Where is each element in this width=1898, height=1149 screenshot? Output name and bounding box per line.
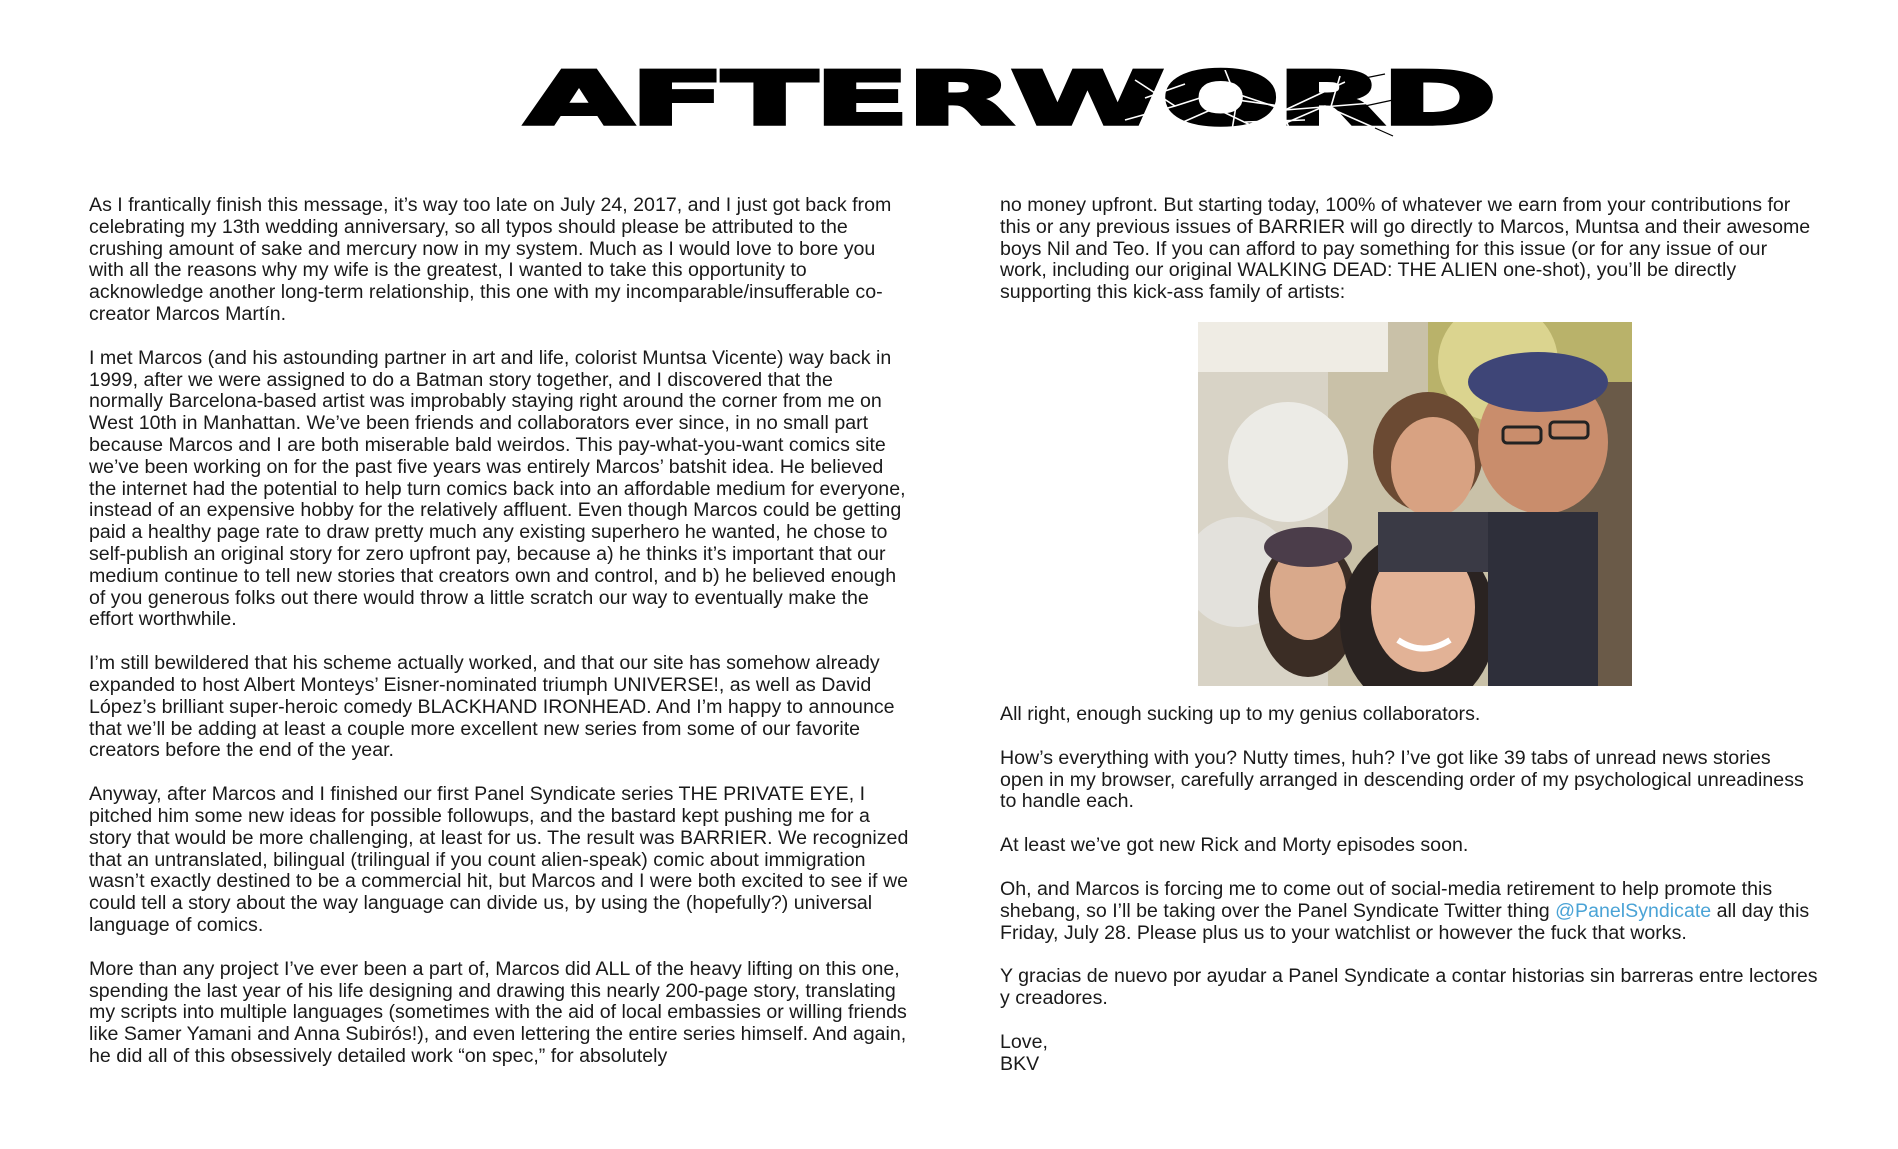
paragraph bbox=[1000, 879, 1818, 944]
paragraph: All right, enough sucking up to my genius collaborators. bbox=[1000, 702, 1481, 725]
paragraph: As I frantically finish this message, it’s way too late on July 24, 2017, and I just got back from celebrating my 13th wedding anniversary, so all typos should please be attributed to the crushing amount of sake and mercury now in my system. Much as I would love to bore you with all the reasons why my wife is the greatest, I wanted to take this opportunity to acknowledge another long-term relationship, this one with my incomparable/insufferable co-creator Marcos Martín. bbox=[89, 194, 892, 325]
signature: BKV bbox=[1000, 1052, 1040, 1075]
page-title-container bbox=[525, 56, 1494, 143]
paragraph: I’m still bewildered that his scheme actually worked, and that our site has somehow already expanded to host Albert Monteys’ Eisner-nominated triumph UNIVERSE!, as well as David López’s brilliant super-heroic comedy BLACKHAND IRONHEAD. And I’m happy to announce that we’ll be adding at least a couple more excellent new series from some of our favorite creators before the end of the year. bbox=[89, 652, 895, 762]
paragraph: Y gracias de nuevo por ayudar a Panel Syndicate a contar historias sin barreras entre lectores y creadores. bbox=[1000, 965, 1818, 1010]
right-column bbox=[1000, 195, 1818, 1076]
page-title: AFTERWORD bbox=[525, 56, 1494, 143]
paragraph: no money upfront. But starting today, 100% of whatever we earn from your contributions for this or any previous issues of BARRIER will go directly to Marcos, Muntsa and their awesome boys Nil and Teo. If you can afford to pay something for this issue (or for any issue of our work, including our original WALKING DEAD: THE ALIEN one-shot), you’ll be directly supporting this kick-ass family of artists: bbox=[1000, 194, 1811, 304]
paragraph-text: all day this Friday, July 28. Please plus us to your watchlist or however the fuck that works. bbox=[1000, 899, 1810, 944]
paragraph: How’s everything with you? Nutty times, huh? I’ve got like 39 tabs of unread news stories open in my browser, carefully arranged in descending order of my psychological unreadiness to handle each. bbox=[1000, 746, 1804, 813]
signoff bbox=[1000, 1032, 1818, 1076]
paragraph: More than any project I’ve ever been a part of, Marcos did ALL of the heavy lifting on this one, spending the last year of his life designing and drawing this nearly 200-page story, translating my scripts into multiple languages (sometimes with the aid of local embassies or willing friends like Samer Yamani and Anna Subirós!), and even lettering the entire series himself. And again, he did all of this obsessively detailed work “on spec,” for absolutely bbox=[89, 957, 907, 1067]
paragraph-text: Oh, and Marcos is forcing me to come out of social-media retirement to help promote this shebang, so I’ll be taking over the Panel Syndicate Twitter thing bbox=[1000, 877, 1773, 922]
family-photo bbox=[1198, 322, 1632, 686]
twitter-handle-link[interactable]: @PanelSyndicate bbox=[1555, 899, 1712, 922]
left-column bbox=[89, 195, 911, 1090]
paragraph: Anyway, after Marcos and I finished our first Panel Syndicate series THE PRIVATE EYE, I pitched him some new ideas for possible followups, and the bastard kept pushing me for a story that would be more challenging, at least for us. The result was BARRIER. We recognized that an untranslated, bilingual (trilingual if you count alien-speak) comic about immigration wasn’t exactly destined to be a commercial hit, but Marcos and I were both excited to see if we could tell a story about the way language can divide us, by using the (hopefully?) universal language of comics. bbox=[89, 783, 909, 936]
family-photo-illustration bbox=[1198, 322, 1632, 686]
paragraph: I met Marcos (and his astounding partner in art and life, colorist Muntsa Vicente) way back in 1999, after we were assigned to do a Batman story together, and I discovered that the normally Barcelona-based artist was improbably staying right around the corner from me on West 10th in Manhattan. We’ve been friends and collaborators ever since, in no small part because Marcos and I are both miserable bald weirdos. This pay-what-you-want comics site we’ve been working on for the past five years was entirely Marcos’ batshit idea. He believed the internet had the potential to help turn comics back into an affordable medium for everyone, instead of an expensive hobby for the relatively affluent. Even though Marcos could be getting paid a healthy page rate to draw pretty much any existing superhero he wanted, he chose to self-publish an original story for zero upfront pay, because a) he thinks it’s important that our medium continue to tell new stories that creators own and control, and b) he believed enough of you generous folks out there would throw a little scratch our way to eventually make the effort worthwhile. bbox=[89, 346, 906, 631]
signoff-text: Love, bbox=[1000, 1030, 1048, 1053]
paragraph: At least we’ve got new Rick and Morty episodes soon. bbox=[1000, 834, 1469, 857]
